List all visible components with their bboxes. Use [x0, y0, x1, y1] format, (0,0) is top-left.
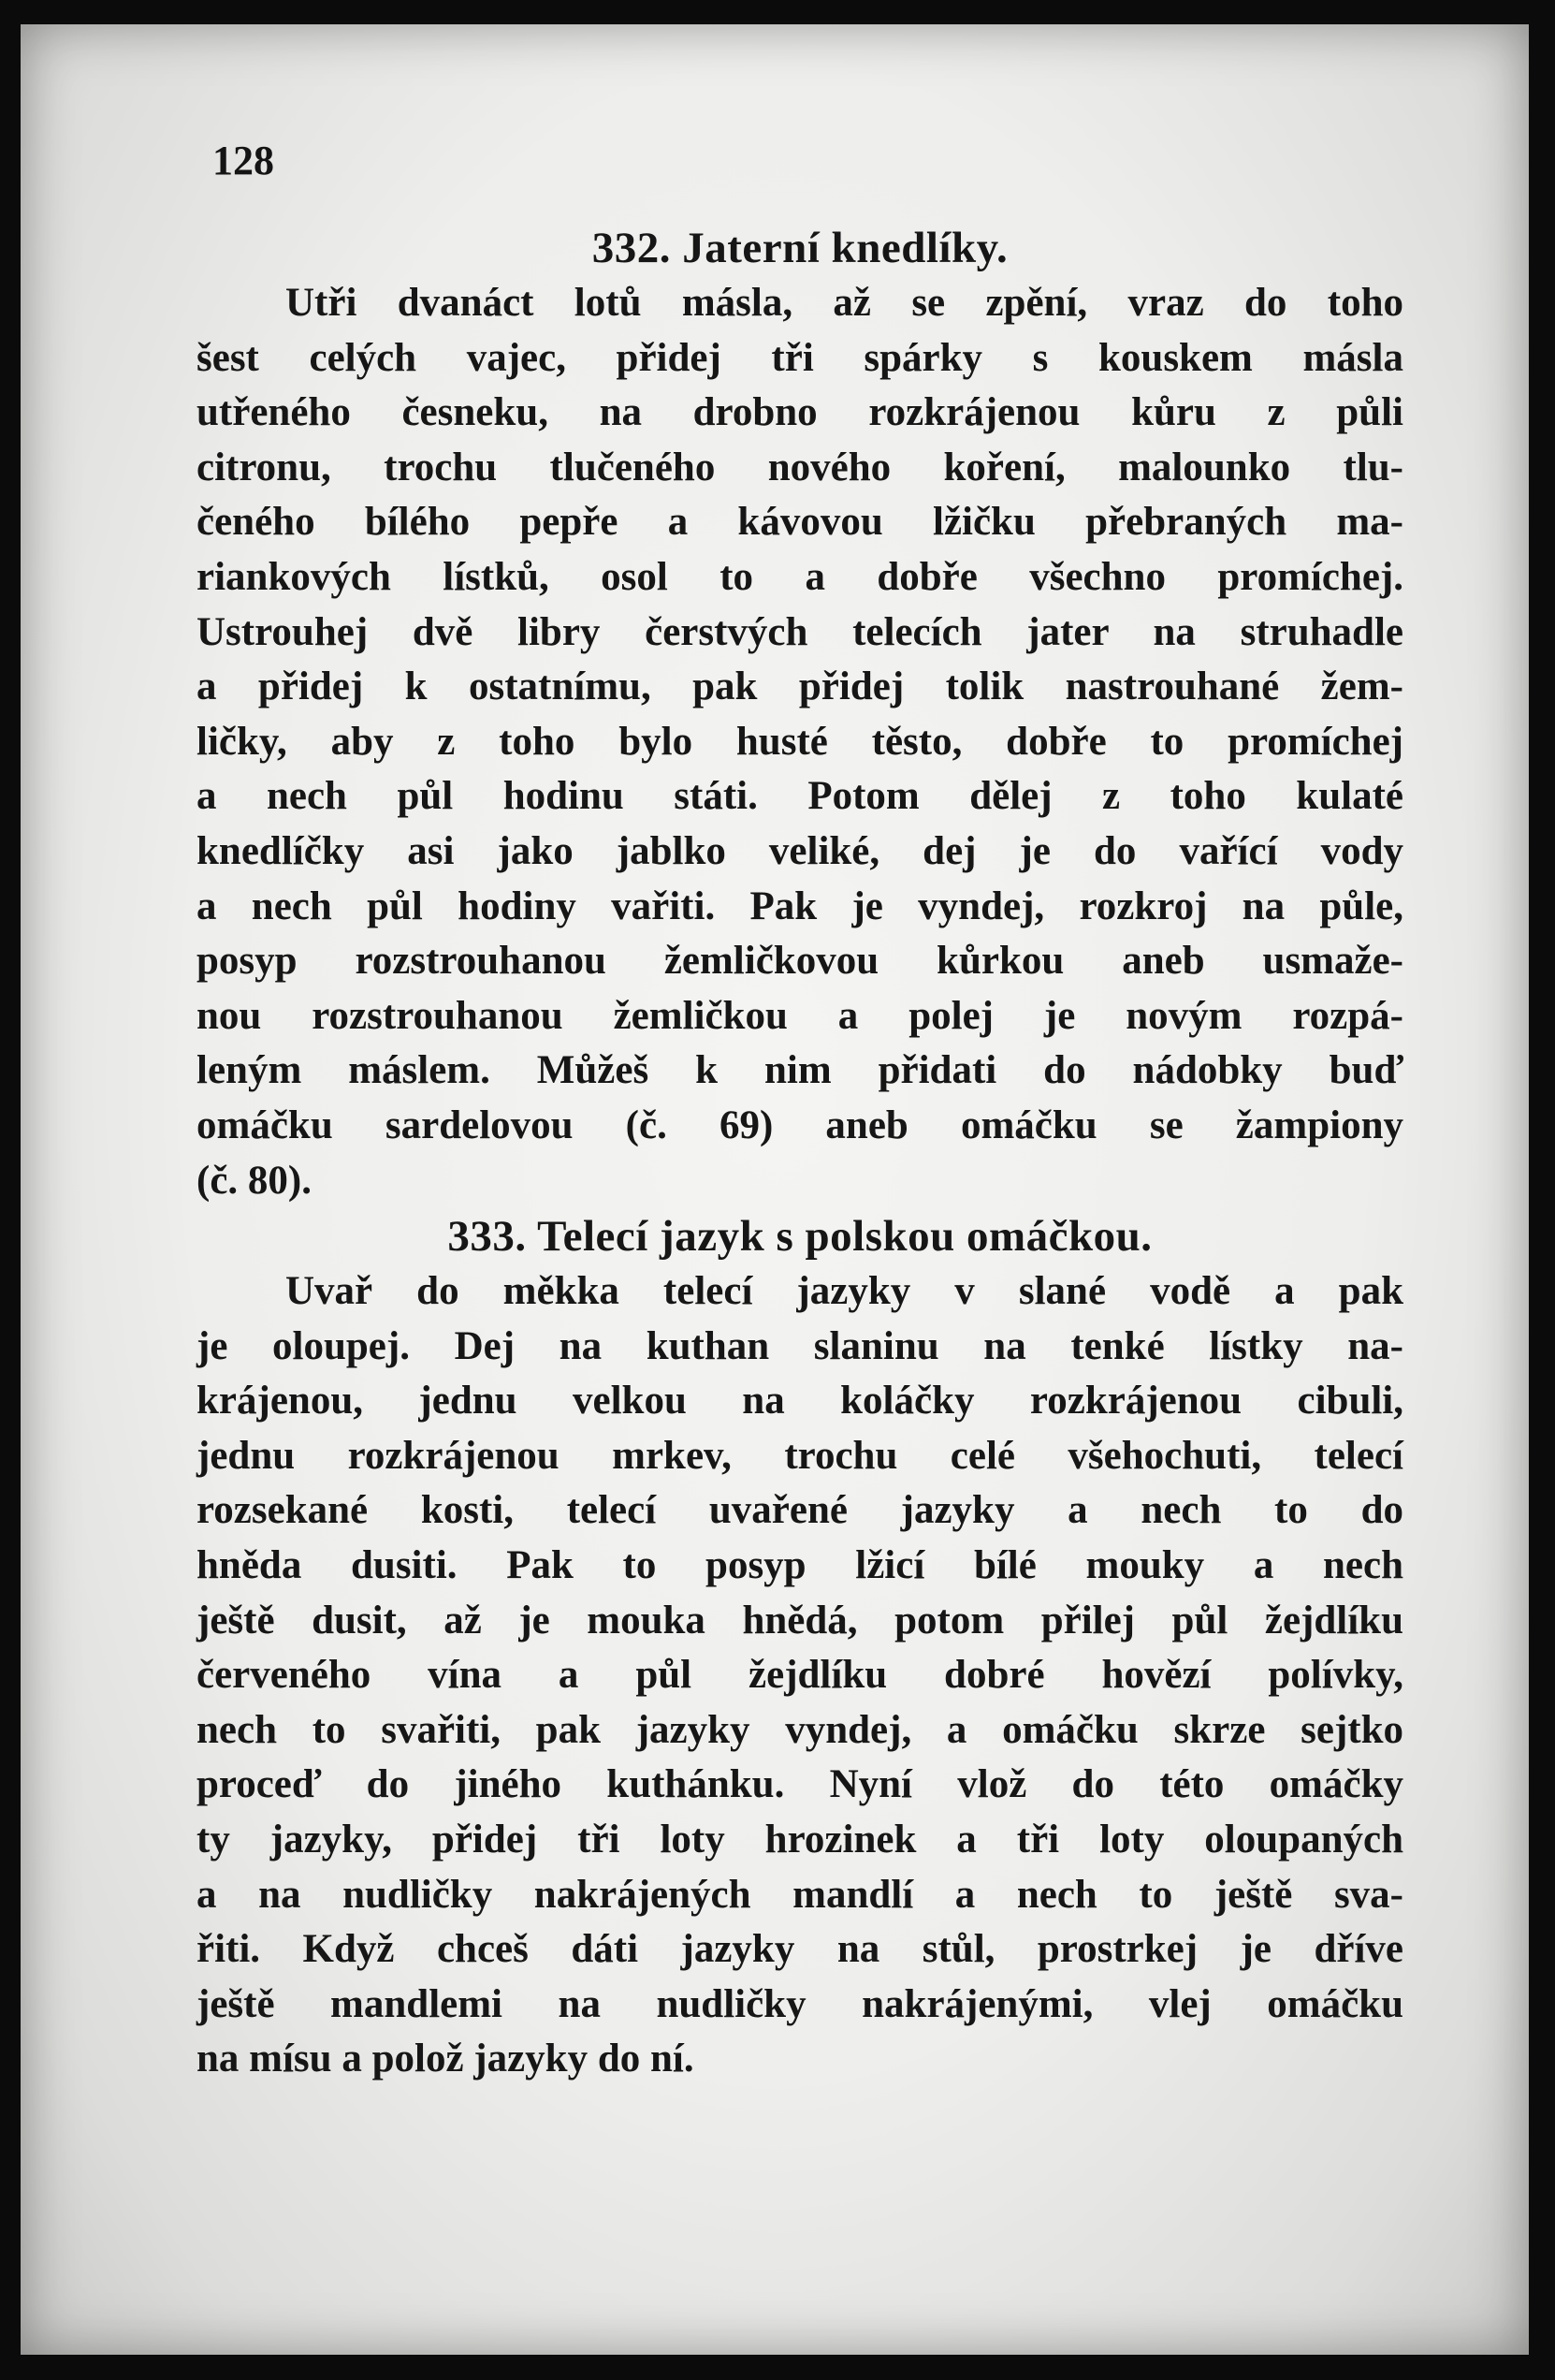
- text-line: a nech půl hodinu státi. Potom dělej z toho kulaté: [196, 774, 1403, 819]
- text-line: na mísu a polož jazyky do ní.: [196, 2037, 694, 2081]
- recipe-heading-332: 332. Jaterní knedlíky.: [591, 224, 1009, 272]
- text-line: leným máslem. Můžeš k nim přidati do nádobky buď: [196, 1048, 1403, 1093]
- text-line: Uvař do měkka telecí jazyky v slané vodě a pak: [285, 1269, 1403, 1314]
- text-line: posyp rozstrouhanou žemličkovou kůrkou aneb usmaže-: [196, 939, 1403, 984]
- text-line: Ustrouhej dvě libry čerstvých telecích jater na struhadle: [196, 609, 1403, 654]
- recipe-text-332: [196, 276, 1403, 1208]
- text-line: ještě dusit, až je mouka hnědá, potom přilej půl žejdlíku: [196, 1598, 1403, 1643]
- text-line: je oloupej. Dej na kuthan slaninu na tenké lístky na-: [196, 1323, 1403, 1368]
- text-line: a na nudličky nakrájených mandlí a nech to ještě sva-: [196, 1872, 1403, 1917]
- text-line: nou rozstrouhanou žemličkou a polej je novým rozpá-: [196, 993, 1403, 1038]
- text-line: Utři dvanáct lotů másla, až se zpění, vraz do toho: [285, 281, 1403, 325]
- text-line: citronu, trochu tlučeného nového koření, malounko tlu-: [196, 445, 1403, 489]
- text-line: ličky, aby z toho bylo husté těsto, dobře to promíchej: [196, 719, 1403, 764]
- text-line: proceď do jiného kuthánku. Nyní vlož do této omáčky: [196, 1762, 1403, 1807]
- text-line: (č. 80).: [196, 1158, 312, 1203]
- text-line: knedlíčky asi jako jablko veliké, dej je do vařící vody: [196, 828, 1403, 873]
- text-line: utřeného česneku, na drobno rozkrájenou kůru z půli: [196, 390, 1403, 435]
- text-line: ještě mandlemi na nudličky nakrájenými, vlej omáčku: [196, 1981, 1403, 2026]
- page-number: 128: [212, 138, 274, 183]
- text-line: krájenou, jednu velkou na koláčky rozkrájenou cibuli,: [196, 1379, 1403, 1424]
- page-content: [196, 220, 1403, 2087]
- text-line: rozsekané kosti, telecí uvařené jazyky a nech to do: [196, 1488, 1403, 1533]
- recipe-heading-333: 333. Telecí jazyk s polskou omáčkou.: [447, 1212, 1153, 1262]
- text-line: čeného bílého pepře a kávovou lžičku přebraných ma-: [196, 500, 1403, 545]
- text-line: červeného vína a půl žejdlíku dobré hovězí polívky,: [196, 1653, 1403, 1698]
- text-line: a nech půl hodiny vařiti. Pak je vyndej, rozkroj na půle,: [196, 883, 1403, 928]
- text-line: řiti. Když chceš dáti jazyky na stůl, prostrkej je dříve: [196, 1927, 1403, 1972]
- text-line: šest celých vajec, přidej tři spárky s kouskem másla: [196, 335, 1403, 380]
- text-line: omáčku sardelovou (č. 69) aneb omáčku se žampiony: [196, 1102, 1403, 1147]
- text-line: hněda dusiti. Pak to posyp lžicí bílé mouky a nech: [196, 1543, 1403, 1588]
- text-line: ty jazyky, přidej tři loty hrozinek a tři loty oloupaných: [196, 1818, 1403, 1862]
- text-line: a přidej k ostatnímu, pak přidej tolik nastrouhané žem-: [196, 664, 1403, 709]
- recipe-text-333: [196, 1264, 1403, 2087]
- text-line: nech to svařiti, pak jazyky vyndej, a omáčku skrze sejtko: [196, 1707, 1403, 1752]
- text-line: riankových lístků, osol to a dobře všechno promíchej.: [196, 554, 1403, 599]
- text-line: jednu rozkrájenou mrkev, trochu celé všehochuti, telecí: [196, 1433, 1403, 1478]
